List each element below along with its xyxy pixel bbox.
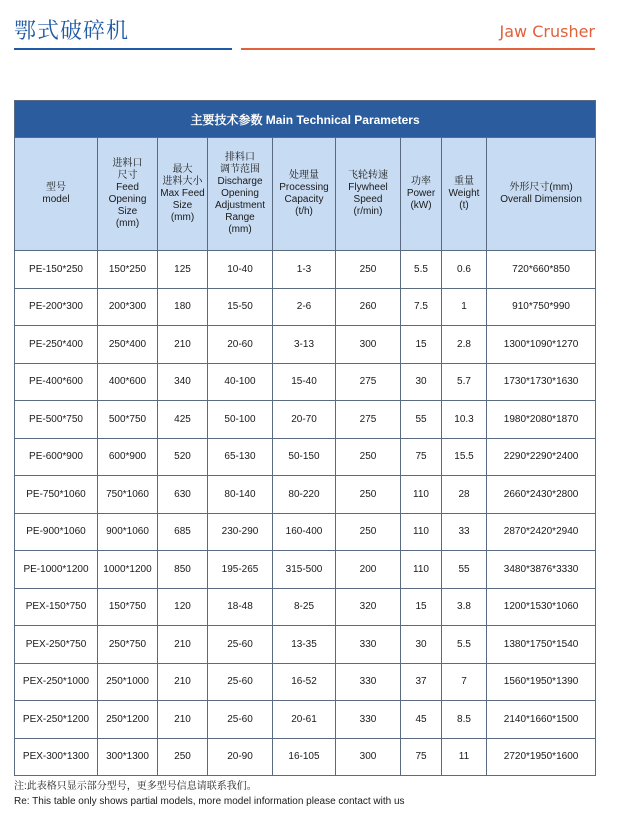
table-cell: 200*300: [98, 288, 158, 326]
table-cell: 75: [401, 738, 442, 776]
table-cell: 2-6: [273, 288, 336, 326]
table-cell: 50-150: [273, 438, 336, 476]
table-cell: 850: [158, 551, 208, 589]
table-cell: 210: [158, 663, 208, 701]
footnote-en: Re: This table only shows partial models, more model information please contact with us: [14, 796, 405, 807]
table-cell: 1560*1950*1390: [487, 663, 596, 701]
table-cell: 340: [158, 363, 208, 401]
table-cell: 1200*1530*1060: [487, 588, 596, 626]
column-header-line: (t): [459, 200, 469, 211]
table-cell: 910*750*990: [487, 288, 596, 326]
title-underline-blue: [14, 48, 232, 50]
table-cell: 25-60: [208, 626, 273, 664]
table-body: [15, 251, 596, 776]
column-header: [442, 138, 487, 251]
table-cell: 3.8: [442, 588, 487, 626]
table-cell: 230-290: [208, 513, 273, 551]
column-header: [208, 138, 273, 251]
column-header-line: 重量: [454, 176, 474, 187]
column-header-line: (mm): [170, 212, 195, 223]
table-cell: 30: [401, 363, 442, 401]
table-cell: 2720*1950*1600: [487, 738, 596, 776]
footnote: [14, 779, 405, 809]
table-cell: 250: [336, 251, 401, 289]
column-header-line: (mm): [228, 224, 252, 235]
table-cell: 425: [158, 401, 208, 439]
column-header-line: 飞轮转速: [348, 170, 388, 181]
table-row: [15, 288, 596, 326]
table-cell: 150*250: [98, 251, 158, 289]
table-cell: 10.3: [442, 401, 487, 439]
table-cell: 8-25: [273, 588, 336, 626]
table-cell: 260: [336, 288, 401, 326]
table-cell: 195-265: [208, 551, 273, 589]
column-header-line: Flywheel: [348, 182, 388, 193]
table-cell: 55: [401, 401, 442, 439]
table-cell: 20-70: [273, 401, 336, 439]
column-header-line: Capacity: [284, 194, 324, 205]
table-cell: 18-48: [208, 588, 273, 626]
table-cell: 13-35: [273, 626, 336, 664]
table-cell: 37: [401, 663, 442, 701]
table-cell: 120: [158, 588, 208, 626]
column-header-line: 尺寸: [117, 170, 138, 181]
table-cell: 180: [158, 288, 208, 326]
table-row: [15, 551, 596, 589]
table-cell: 250: [336, 438, 401, 476]
table-row: [15, 663, 596, 701]
column-header-line: Adjustment: [214, 200, 266, 211]
table-cell: 600*900: [98, 438, 158, 476]
page-title-cn: 鄂式破碎机: [14, 19, 130, 44]
table-cell: 720*660*850: [487, 251, 596, 289]
model-cell: PEX-250*1200: [15, 701, 98, 739]
model-cell: PEX-250*750: [15, 626, 98, 664]
table-row: [15, 326, 596, 364]
table-cell: 5.5: [401, 251, 442, 289]
table-cell: 33: [442, 513, 487, 551]
column-header: [15, 138, 98, 251]
table-cell: 250: [336, 476, 401, 514]
column-header-line: Weight: [448, 188, 480, 199]
column-header: [487, 138, 596, 251]
table-cell: 80-140: [208, 476, 273, 514]
table-cell: 1000*1200: [98, 551, 158, 589]
column-header: [273, 138, 336, 251]
table-caption: 主要技术参数 Main Technical Parameters: [15, 101, 596, 138]
table-cell: 1-3: [273, 251, 336, 289]
table-cell: 2870*2420*2940: [487, 513, 596, 551]
table-cell: 15-40: [273, 363, 336, 401]
table-cell: 0.6: [442, 251, 487, 289]
column-header-line: Size: [172, 200, 193, 211]
table-cell: 2290*2290*2400: [487, 438, 596, 476]
table-cell: 80-220: [273, 476, 336, 514]
table-cell: 250*750: [98, 626, 158, 664]
table-cell: 210: [158, 701, 208, 739]
table-cell: 10-40: [208, 251, 273, 289]
table-cell: 110: [401, 513, 442, 551]
table-cell: 45: [401, 701, 442, 739]
column-header-line: (t/h): [295, 206, 313, 217]
column-header-line: 调节范围: [220, 164, 260, 175]
table-cell: 250: [158, 738, 208, 776]
table-cell: 11: [442, 738, 487, 776]
table-row: [15, 438, 596, 476]
table-cell: 200: [336, 551, 401, 589]
table-cell: 1300*1090*1270: [487, 326, 596, 364]
table-cell: 15: [401, 326, 442, 364]
table-cell: 7.5: [401, 288, 442, 326]
table-cell: 330: [336, 663, 401, 701]
column-header-line: Opening: [108, 194, 147, 205]
table-cell: 685: [158, 513, 208, 551]
table-row: [15, 476, 596, 514]
model-cell: PE-500*750: [15, 401, 98, 439]
table-row: [15, 738, 596, 776]
table-cell: 16-105: [273, 738, 336, 776]
model-cell: PE-600*900: [15, 438, 98, 476]
table-cell: 250: [336, 513, 401, 551]
table-cell: 750*1060: [98, 476, 158, 514]
column-header-line: Size: [117, 206, 138, 217]
table-cell: 2.8: [442, 326, 487, 364]
column-header-line: (r/min): [353, 206, 383, 217]
footnote-cn: 注:此表格只显示部分型号，更多型号信息请联系我们。: [14, 781, 257, 792]
table-cell: 160-400: [273, 513, 336, 551]
table-cell: 520: [158, 438, 208, 476]
table-cell: 20-60: [208, 326, 273, 364]
table-cell: 210: [158, 326, 208, 364]
column-header-line: (mm): [115, 218, 140, 229]
column-header: [158, 138, 208, 251]
column-header-line: Feed: [116, 182, 139, 193]
table-cell: 2660*2430*2800: [487, 476, 596, 514]
model-cell: PEX-250*1000: [15, 663, 98, 701]
table-cell: 5.5: [442, 626, 487, 664]
table-cell: 250*1200: [98, 701, 158, 739]
table-cell: 250*1000: [98, 663, 158, 701]
table-cell: 400*600: [98, 363, 158, 401]
table-cell: 15: [401, 588, 442, 626]
table-cell: 500*750: [98, 401, 158, 439]
column-header-line: 型号: [46, 182, 66, 193]
table-cell: 125: [158, 251, 208, 289]
table-header-row: [15, 138, 596, 251]
parameters-table: [14, 100, 596, 776]
table-cell: 50-100: [208, 401, 273, 439]
table-cell: 15-50: [208, 288, 273, 326]
model-cell: PE-150*250: [15, 251, 98, 289]
column-header-line: (kW): [410, 200, 432, 211]
table-cell: 110: [401, 476, 442, 514]
table-cell: 20-61: [273, 701, 336, 739]
table-cell: 75: [401, 438, 442, 476]
table-cell: 1380*1750*1540: [487, 626, 596, 664]
table-cell: 15.5: [442, 438, 487, 476]
table-cell: 250*400: [98, 326, 158, 364]
table-cell: 25-60: [208, 663, 273, 701]
column-header-line: Opening: [221, 188, 259, 199]
column-header: [336, 138, 401, 251]
table-cell: 20-90: [208, 738, 273, 776]
column-header-line: Max Feed: [160, 188, 205, 199]
model-cell: PEX-300*1300: [15, 738, 98, 776]
column-header-line: model: [42, 194, 70, 205]
table-cell: 330: [336, 701, 401, 739]
column-header-line: 进料口: [112, 158, 143, 169]
table-row: [15, 401, 596, 439]
column-header-line: Discharge: [217, 176, 263, 187]
table-cell: 630: [158, 476, 208, 514]
table-cell: 300: [336, 326, 401, 364]
table-row: [15, 701, 596, 739]
model-cell: PE-750*1060: [15, 476, 98, 514]
table-row: [15, 251, 596, 289]
model-cell: PE-900*1060: [15, 513, 98, 551]
table-cell: 16-52: [273, 663, 336, 701]
model-cell: PE-400*600: [15, 363, 98, 401]
column-header: [98, 138, 158, 251]
column-header-line: Overall Dimension: [500, 194, 582, 205]
table-cell: 28: [442, 476, 487, 514]
table-cell: 3480*3876*3330: [487, 551, 596, 589]
column-header-line: Speed: [353, 194, 383, 205]
table-cell: 40-100: [208, 363, 273, 401]
column-header-line: Power: [406, 188, 436, 199]
table-cell: 2140*1660*1500: [487, 701, 596, 739]
table-row: [15, 588, 596, 626]
table-cell: 210: [158, 626, 208, 664]
column-header-line: 排料口: [225, 152, 255, 163]
table-cell: 1: [442, 288, 487, 326]
page-title-en: Jaw Crusher: [499, 22, 595, 41]
table-row: [15, 513, 596, 551]
table-cell: 315-500: [273, 551, 336, 589]
table-cell: 7: [442, 663, 487, 701]
table-cell: 275: [336, 363, 401, 401]
table-cell: 110: [401, 551, 442, 589]
table-cell: 8.5: [442, 701, 487, 739]
column-header-line: Processing: [279, 182, 329, 193]
table-row: [15, 363, 596, 401]
table-cell: 3-13: [273, 326, 336, 364]
table-cell: 900*1060: [98, 513, 158, 551]
table-cell: 5.7: [442, 363, 487, 401]
table-cell: 330: [336, 626, 401, 664]
table-cell: 25-60: [208, 701, 273, 739]
table-cell: 1730*1730*1630: [487, 363, 596, 401]
column-header-line: 进料大小: [162, 176, 203, 187]
table-cell: 150*750: [98, 588, 158, 626]
table-cell: 275: [336, 401, 401, 439]
table-cell: 300*1300: [98, 738, 158, 776]
model-cell: PE-250*400: [15, 326, 98, 364]
column-header: [401, 138, 442, 251]
column-header-line: 功率: [411, 176, 431, 187]
title-underline-orange: [241, 48, 595, 50]
parameters-table-container: [14, 100, 595, 776]
table-cell: 65-130: [208, 438, 273, 476]
table-cell: 30: [401, 626, 442, 664]
column-header-line: Range: [225, 212, 255, 223]
model-cell: PE-1000*1200: [15, 551, 98, 589]
table-cell: 320: [336, 588, 401, 626]
model-cell: PEX-150*750: [15, 588, 98, 626]
column-header-line: 处理量: [289, 170, 319, 181]
table-cell: 300: [336, 738, 401, 776]
column-header-line: 外形尺寸(mm): [509, 182, 573, 193]
column-header-line: 最大: [172, 164, 193, 175]
table-cell: 55: [442, 551, 487, 589]
table-cell: 1980*2080*1870: [487, 401, 596, 439]
model-cell: PE-200*300: [15, 288, 98, 326]
table-row: [15, 626, 596, 664]
